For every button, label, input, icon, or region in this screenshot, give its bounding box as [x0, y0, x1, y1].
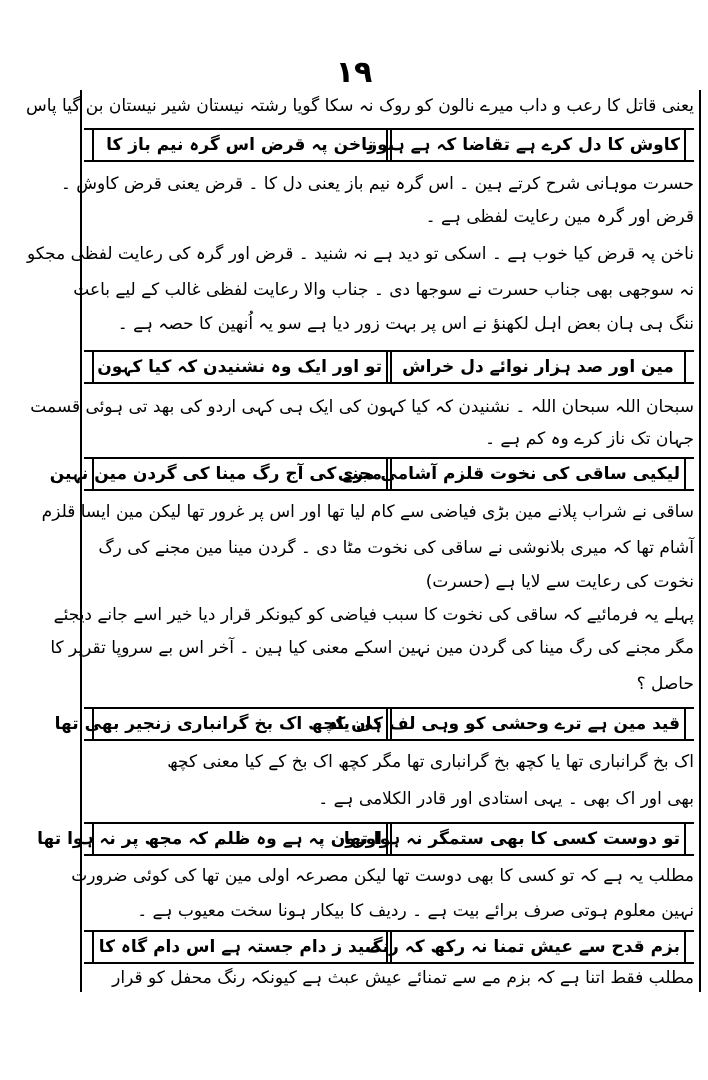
- commentary-line: نہ سوجھی بھی جناب حسرت نے سوجھا دی ۔ جناب والا رعایت لفظی غالب کے لیے باعث: [73, 280, 694, 300]
- commentary-line: مطلب یہ ہے کہ تو کسی کا بھی دوست تھا لیکن مصرعہ اولی مین تھا کی کوئی ضرورت: [71, 866, 694, 886]
- verse-couplet: [84, 930, 694, 964]
- verse-second-hemistich: اورون پہ ہے وہ ظلم کہ مجھ پر نہ ہوا تھا: [92, 824, 388, 854]
- commentary-line: بھی اور اک بھی ۔ یہی استادی اور قادر الکلامی ہے ۔: [318, 789, 694, 809]
- commentary-line: نہین معلوم ہوتی صرف برائے بیت ہے ۔ ردیف کا بیکار ہونا سخت معیوب ہے ۔: [137, 901, 694, 921]
- verse-second-hemistich: ناخن پہ قرض اس گرہ نیم باز کا: [92, 130, 388, 160]
- verse-couplet: [54, 707, 694, 741]
- commentary-line: یعنی قاتل کا رعب و داب میرے نالون کو روک نہ سکا گویا رشتہ نیستان شیر نیستان بن گیا پاس: [25, 96, 694, 116]
- verse-first-hemistich: تو دوست کسی کا بھی ستمگر نہ ہوا تھا: [390, 824, 686, 854]
- commentary-line: آشام تھا کہ میری بلانوشی نے ساقی کی نخوت مٹا دی ۔ گردن مینا مین مجنے کی رگ: [98, 538, 694, 558]
- commentary-line: ننگ ہی ہان بعض اہل لکھنؤ نے اس پر بہت زور دیا ہے سو یہ اُنھین کا حصہ ہے ۔: [117, 314, 694, 334]
- verse-first-hemistich: بزم قدح سے عیش تمنا نہ رکھ کہ رنگ: [390, 932, 686, 962]
- commentary-line: ناخن پہ قرض کیا خوب ہے ۔ اسکی تو دید ہے نہ شنید ۔ قرض اور گرہ کی رعایت لفظی مجکو: [26, 244, 694, 264]
- commentary-line: پہلے یہ فرمائیے کہ ساقی کی نخوت کا سبب فیاضی کو کیونکر قرار دیا خیر اسے جانے دیجئے: [53, 605, 694, 625]
- verse-second-hemistich: ہان کچھ اک بخ گرانباری زنجیر بھی تھا: [92, 709, 388, 739]
- verse-couplet: [37, 822, 694, 856]
- commentary-line: حاصل ؟: [636, 674, 694, 694]
- commentary-line: ساقی نے شراب پلانے مین بڑی فیاضی سے کام لیا تھا اور اس پر غرور تھا لیکن مین ایسا قلزم: [41, 502, 694, 522]
- commentary-line: جہان تک ناز کرے وہ کم ہے ۔: [485, 429, 694, 449]
- verse-first-hemistich: مین اور صد ہزار نوائے دل خراش: [390, 352, 686, 382]
- commentary-line: اک بخ گرانباری تھا یا کچھ بخ گرانباری تھا مگر کچھ اک بخ کے کیا معنی کچھ: [167, 752, 694, 772]
- verse-first-hemistich: لیکیی ساقی کی نخوت قلزم آشامی مری: [390, 459, 686, 489]
- commentary-line: مطلب فقط اتنا ہے کہ بزم مے سے تمنائے عیش عبث ہے کیونکہ رنگ محفل کو قرار: [112, 968, 694, 988]
- commentary-line: مگر مجنے کی رگ مینا کی گردن مین نہین اسکے معنی کیا ہین ۔ آخر اس بے سروپا تقریر کا: [50, 638, 694, 658]
- verse-second-hemistich: تو اور ایک وہ نشنیدن کہ کیا کہون: [92, 352, 388, 382]
- verse-couplet: [84, 128, 694, 162]
- page-number: ١٩: [335, 55, 373, 90]
- verse-couplet: [84, 350, 694, 384]
- verse-second-hemistich: صید ز دام جستہ ہے اس دام گاہ کا: [92, 932, 388, 962]
- commentary-line: نخوت کی رعایت سے لایا ہے (حسرت): [425, 572, 694, 592]
- verse-first-hemistich: قید مین ہے ترے وحشی کو وہی لف کی یاد: [390, 709, 686, 739]
- verse-couplet: [49, 457, 694, 491]
- verse-second-hemistich: مجنے کی آج رگ مینا کی گردن مین نہین: [92, 459, 388, 489]
- commentary-line: قرض اور گرہ مین رعایت لفظی ہے ۔: [425, 207, 694, 227]
- commentary-line: سبحان اللہ سبحان اللہ ۔ نشنیدن کہ کیا کہون کی ایک ہی کہی اردو کی بھد تی ہوئی قسمت: [30, 397, 694, 417]
- verse-first-hemistich: کاوش کا دل کرے ہے تقاضا کہ ہے ہنوز: [390, 130, 686, 160]
- commentary-line: حسرت موہانی شرح کرتے ہین ۔ اس گرہ نیم باز یعنی دل کا ۔ قرض یعنی قرض کاوش ۔: [60, 174, 694, 194]
